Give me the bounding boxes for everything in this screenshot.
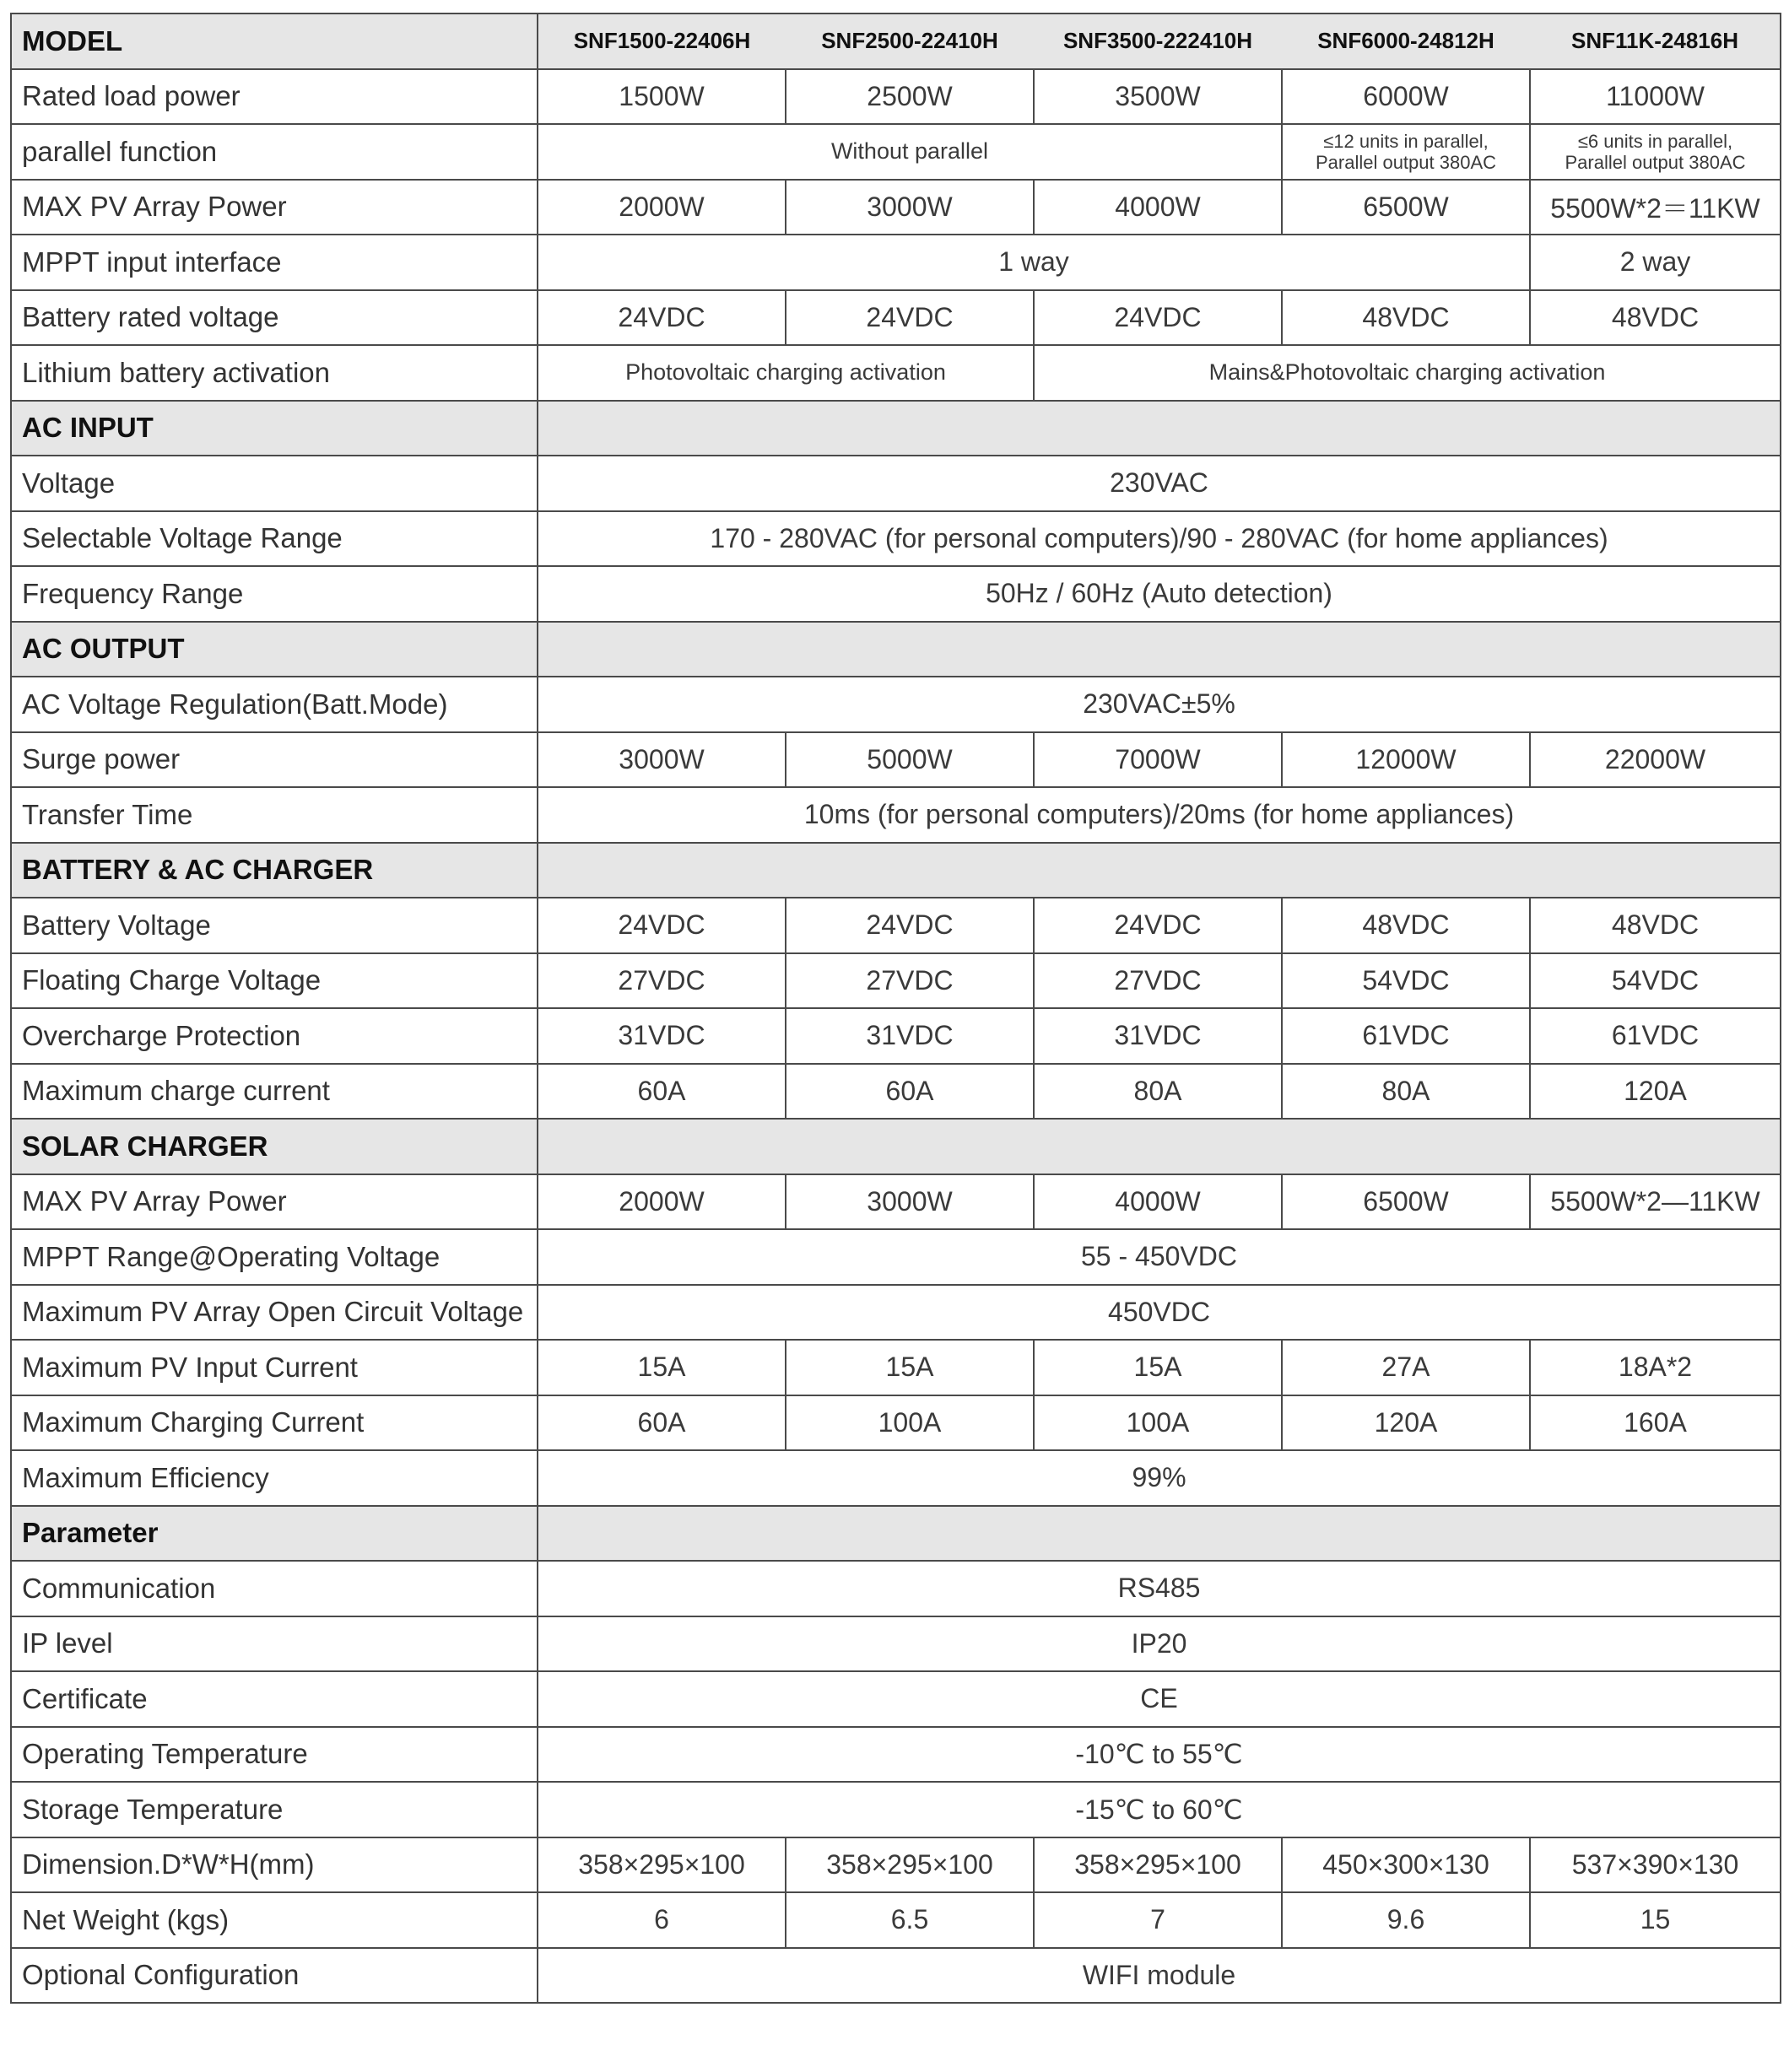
cell-value: 22000W: [1530, 732, 1781, 788]
cell-value: 5500W*2—11KW: [1530, 1174, 1781, 1230]
spec-row-max-charging-current: [11, 1395, 1781, 1451]
row-label: Overcharge Protection: [11, 1008, 538, 1064]
cell-value: 31VDC: [538, 1008, 786, 1064]
cell-value: 15A: [538, 1340, 786, 1395]
row-label: Dimension.D*W*H(mm): [11, 1837, 538, 1893]
cell-value: [1282, 124, 1530, 180]
row-label: Voltage: [11, 456, 538, 511]
cell-value: 61VDC: [1282, 1008, 1530, 1064]
section-title: Parameter: [11, 1506, 538, 1562]
cell-value: 2000W: [538, 1174, 786, 1230]
row-label: IP level: [11, 1616, 538, 1672]
section-header-parameter: [11, 1506, 1781, 1562]
cell-value: IP20: [538, 1616, 1781, 1672]
cell-value: 2500W: [786, 69, 1034, 125]
cell-value: 60A: [538, 1395, 786, 1451]
cell-value: 4000W: [1034, 1174, 1282, 1230]
row-label: Communication: [11, 1561, 538, 1616]
row-label: Maximum PV Input Current: [11, 1340, 538, 1395]
spec-row-lithium-battery-activation: [11, 345, 1781, 401]
cell-value: 100A: [786, 1395, 1034, 1451]
cell-value: 15: [1530, 1892, 1781, 1948]
row-label: MPPT input interface: [11, 235, 538, 290]
cell-value: 48VDC: [1530, 290, 1781, 346]
row-label: Surge power: [11, 732, 538, 788]
cell-value: 54VDC: [1530, 953, 1781, 1009]
cell-value: 27VDC: [786, 953, 1034, 1009]
cell-value: 24VDC: [786, 898, 1034, 953]
section-header-ac-input: [11, 401, 1781, 456]
cell-value: 80A: [1034, 1064, 1282, 1120]
cell-value: 48VDC: [1530, 898, 1781, 953]
cell-value: 450×300×130: [1282, 1837, 1530, 1893]
row-label: Optional Configuration: [11, 1948, 538, 2004]
section-filler: [538, 1506, 1781, 1562]
section-title: SOLAR CHARGER: [11, 1119, 538, 1174]
row-label: parallel function: [11, 124, 538, 180]
spec-row-transfer-time: [11, 787, 1781, 843]
model-name: SNF6000-24812H: [1282, 13, 1530, 69]
model-name: SNF3500-222410H: [1034, 13, 1282, 69]
cell-value: 18A*2: [1530, 1340, 1781, 1395]
spec-row-max-pv-input-current: [11, 1340, 1781, 1395]
cell-value: 230VAC: [538, 456, 1781, 511]
row-label: Transfer Time: [11, 787, 538, 843]
row-label: Net Weight (kgs): [11, 1892, 538, 1948]
cell-value: 3000W: [786, 1174, 1034, 1230]
row-label: Frequency Range: [11, 566, 538, 622]
cell-value: 31VDC: [1034, 1008, 1282, 1064]
cell-value: 9.6: [1282, 1892, 1530, 1948]
cell-value: 3000W: [538, 732, 786, 788]
cell-line: ≤12 units in parallel,: [1323, 130, 1489, 152]
cell-value: 48VDC: [1282, 898, 1530, 953]
spec-row-mppt-range: [11, 1229, 1781, 1285]
spec-row-solar-max-pv-array-power: [11, 1174, 1781, 1230]
cell-value: 7: [1034, 1892, 1282, 1948]
cell-value: 48VDC: [1282, 290, 1530, 346]
cell-value: 12000W: [1282, 732, 1530, 788]
cell-value: 3000W: [786, 180, 1034, 235]
spec-row-max-efficiency: [11, 1450, 1781, 1506]
row-label: MAX PV Array Power: [11, 1174, 538, 1230]
cell-value: -15℃ to 60℃: [538, 1782, 1781, 1837]
spec-row-parallel-function: [11, 124, 1781, 180]
row-label: Maximum Efficiency: [11, 1450, 538, 1506]
row-label: Maximum PV Array Open Circuit Voltage: [11, 1285, 538, 1341]
cell-value: 27VDC: [1034, 953, 1282, 1009]
spec-row-floating-charge-voltage: [11, 953, 1781, 1009]
cell-value: Photovoltaic charging activation: [538, 345, 1034, 401]
model-header-row: [11, 13, 1781, 69]
cell-value: 5500W*2＝11KW: [1530, 180, 1781, 235]
cell-value: 100A: [1034, 1395, 1282, 1451]
spec-row-optional-configuration: [11, 1948, 1781, 2004]
spec-row-voltage: [11, 456, 1781, 511]
model-name: SNF11K-24816H: [1530, 13, 1781, 69]
cell-value: 60A: [786, 1064, 1034, 1120]
cell-value: 6500W: [1282, 180, 1530, 235]
cell-value: 15A: [1034, 1340, 1282, 1395]
cell-value: 120A: [1282, 1395, 1530, 1451]
cell-value: 358×295×100: [786, 1837, 1034, 1893]
section-filler: [538, 843, 1781, 898]
cell-value: 27A: [1282, 1340, 1530, 1395]
cell-value: 450VDC: [538, 1285, 1781, 1341]
row-label: MPPT Range@Operating Voltage: [11, 1229, 538, 1285]
model-name: SNF2500-22410H: [786, 13, 1034, 69]
cell-line: Parallel output 380AC: [1315, 151, 1497, 173]
model-header-label: MODEL: [11, 13, 538, 69]
cell-value: CE: [538, 1671, 1781, 1727]
cell-value: 54VDC: [1282, 953, 1530, 1009]
spec-table: [10, 13, 1781, 2004]
cell-value: 170 - 280VAC (for personal computers)/90 - 280VAC (for home appliances): [538, 511, 1781, 567]
cell-value: 230VAC±5%: [538, 677, 1781, 732]
cell-value: 358×295×100: [538, 1837, 786, 1893]
row-label: Selectable Voltage Range: [11, 511, 538, 567]
cell-value: WIFI module: [538, 1948, 1781, 2004]
cell-value: 99%: [538, 1450, 1781, 1506]
spec-row-mppt-input-interface: [11, 235, 1781, 290]
cell-value: 3500W: [1034, 69, 1282, 125]
row-label: Floating Charge Voltage: [11, 953, 538, 1009]
section-header-solar-charger: [11, 1119, 1781, 1174]
spec-row-ip-level: [11, 1616, 1781, 1672]
row-label: Storage Temperature: [11, 1782, 538, 1837]
spec-row-max-pv-open-circuit-voltage: [11, 1285, 1781, 1341]
spec-row-battery-rated-voltage: [11, 290, 1781, 346]
spec-row-operating-temperature: [11, 1727, 1781, 1783]
spec-row-max-pv-array-power: [11, 180, 1781, 235]
section-title: AC OUTPUT: [11, 622, 538, 677]
spec-row-frequency-range: [11, 566, 1781, 622]
row-label: MAX PV Array Power: [11, 180, 538, 235]
section-filler: [538, 622, 1781, 677]
spec-row-rated-load-power: [11, 69, 1781, 125]
spec-row-overcharge-protection: [11, 1008, 1781, 1064]
section-title: AC INPUT: [11, 401, 538, 456]
cell-value: 358×295×100: [1034, 1837, 1282, 1893]
cell-value: 27VDC: [538, 953, 786, 1009]
spec-row-certificate: [11, 1671, 1781, 1727]
cell-value: 24VDC: [1034, 898, 1282, 953]
cell-value: -10℃ to 55℃: [538, 1727, 1781, 1783]
cell-value: 6: [538, 1892, 786, 1948]
row-label: Rated load power: [11, 69, 538, 125]
cell-value: 6000W: [1282, 69, 1530, 125]
cell-value: Mains&Photovoltaic charging activation: [1034, 345, 1781, 401]
cell-value: 6.5: [786, 1892, 1034, 1948]
spec-row-dimension: [11, 1837, 1781, 1893]
cell-value: 24VDC: [538, 290, 786, 346]
row-label: Operating Temperature: [11, 1727, 538, 1783]
cell-value: 15A: [786, 1340, 1034, 1395]
cell-line: Parallel output 380AC: [1565, 151, 1746, 173]
cell-value: 11000W: [1530, 69, 1781, 125]
cell-value: [1530, 124, 1781, 180]
spec-row-net-weight: [11, 1892, 1781, 1948]
cell-value: 80A: [1282, 1064, 1530, 1120]
cell-value: 24VDC: [1034, 290, 1282, 346]
row-label: Maximum Charging Current: [11, 1395, 538, 1451]
row-label: Battery Voltage: [11, 898, 538, 953]
section-filler: [538, 1119, 1781, 1174]
section-header-battery-ac-charger: [11, 843, 1781, 898]
cell-value: 10ms (for personal computers)/20ms (for home appliances): [538, 787, 1781, 843]
section-header-ac-output: [11, 622, 1781, 677]
cell-value: RS485: [538, 1561, 1781, 1616]
row-label: AC Voltage Regulation(Batt.Mode): [11, 677, 538, 732]
cell-value: 5000W: [786, 732, 1034, 788]
spec-row-storage-temperature: [11, 1782, 1781, 1837]
cell-value: 2 way: [1530, 235, 1781, 290]
cell-value: 55 - 450VDC: [538, 1229, 1781, 1285]
cell-value: 50Hz / 60Hz (Auto detection): [538, 566, 1781, 622]
spec-row-selectable-voltage-range: [11, 511, 1781, 567]
cell-value: 7000W: [1034, 732, 1282, 788]
cell-value: 2000W: [538, 180, 786, 235]
cell-value: Without parallel: [538, 124, 1282, 180]
cell-value: 1 way: [538, 235, 1530, 290]
cell-value: 120A: [1530, 1064, 1781, 1120]
spec-row-surge-power: [11, 732, 1781, 788]
cell-value: 160A: [1530, 1395, 1781, 1451]
row-label: Certificate: [11, 1671, 538, 1727]
row-label: Lithium battery activation: [11, 345, 538, 401]
spec-row-battery-voltage: [11, 898, 1781, 953]
section-title: BATTERY & AC CHARGER: [11, 843, 538, 898]
cell-value: 1500W: [538, 69, 786, 125]
cell-value: 6500W: [1282, 1174, 1530, 1230]
model-name: SNF1500-22406H: [538, 13, 786, 69]
spec-row-communication: [11, 1561, 1781, 1616]
cell-value: 31VDC: [786, 1008, 1034, 1064]
row-label: Battery rated voltage: [11, 290, 538, 346]
row-label: Maximum charge current: [11, 1064, 538, 1120]
section-filler: [538, 401, 1781, 456]
cell-value: 537×390×130: [1530, 1837, 1781, 1893]
spec-row-ac-voltage-regulation: [11, 677, 1781, 732]
cell-value: 60A: [538, 1064, 786, 1120]
spec-row-maximum-charge-current: [11, 1064, 1781, 1120]
cell-value: 24VDC: [538, 898, 786, 953]
cell-value: 24VDC: [786, 290, 1034, 346]
cell-value: 4000W: [1034, 180, 1282, 235]
cell-line: ≤6 units in parallel,: [1577, 130, 1733, 152]
cell-value: 61VDC: [1530, 1008, 1781, 1064]
